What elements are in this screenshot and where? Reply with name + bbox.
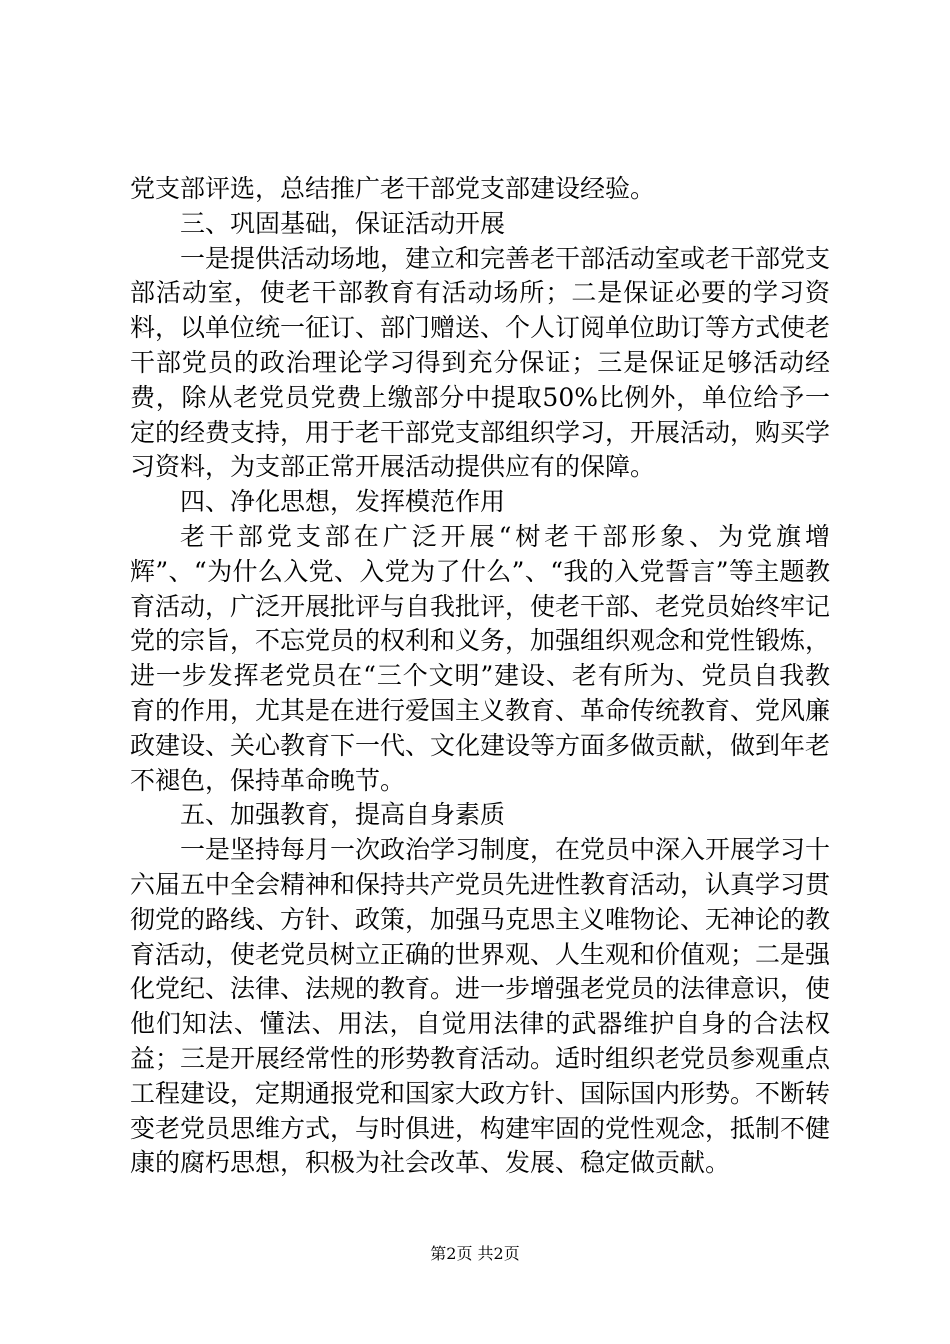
paragraph-continuation: 党支部评选，总结推广老干部党支部建设经验。 (130, 174, 656, 203)
document-body (130, 172, 830, 1181)
paragraph: 一是提供活动场地，建立和完善老干部活动室或老干部党支部活动室，使老干部教育有活动场所；二是保证必要的学习资料，以单位统一征订、部门赠送、个人订阅单位助订等方式使老干部党员的政治理论学习得到充分保证；三是保证足够活动经费，除从老党员党费上缴部分中提取50%比例外，单位给予一定的经费支持，用于老干部党支部组织学习，开展活动，购买学习资料，为支部正常开展活动提供应有的保障。 (130, 243, 831, 482)
section-heading-5: 五、加强教育，提高自身素质 (180, 800, 506, 830)
section-heading-4: 四、净化思想，发挥模范作用 (180, 487, 506, 517)
section-heading-3: 三、巩固基础，保证活动开展 (180, 208, 506, 238)
paragraph: 老干部党支部在广泛开展“树老干部形象、为党旗增辉”、“为什么入党、入党为了什么”、“我的入党誓言”等主题教育活动，广泛开展批评与自我批评，使老干部、老党员始终牢记党的宗旨，不忘党员的权利和义务，加强组织观念和党性锻炼，进一步发挥老党员在“三个文明”建设、老有所为、党员自我教育的作用，尤其是在进行爱国主义教育、革命传统教育、党风廉政建设、关心教育下一代、文化建设等方面多做贡献，做到年老不褪色，保持革命晚节。 (130, 521, 831, 795)
paragraph: 一是坚持每月一次政治学习制度，在党员中深入开展学习十六届五中全会精神和保持共产党员先进性教育活动，认真学习贯彻党的路线、方针、政策，加强马克思主义唯物论、无神论的教育活动，使老党员树立正确的世界观、人生观和价值观；二是强化党纪、法律、法规的教育。进一步增强老党员的法律意识，使他们知法、懂法、用法，自觉用法律的武器维护自身的合法权益；三是开展经常性的形势教育活动。适时组织老党员参观重点工程建设，定期通报党和国家大政方针、国际国内形势。不断转变老党员思维方式，与时俱进，构建牢固的党性观念，抵制不健康的腐朽思想，积极为社会改革、发展、稳定做贡献。 (130, 835, 831, 1178)
page-number-footer: 第2页 共2页 (430, 1244, 520, 1263)
